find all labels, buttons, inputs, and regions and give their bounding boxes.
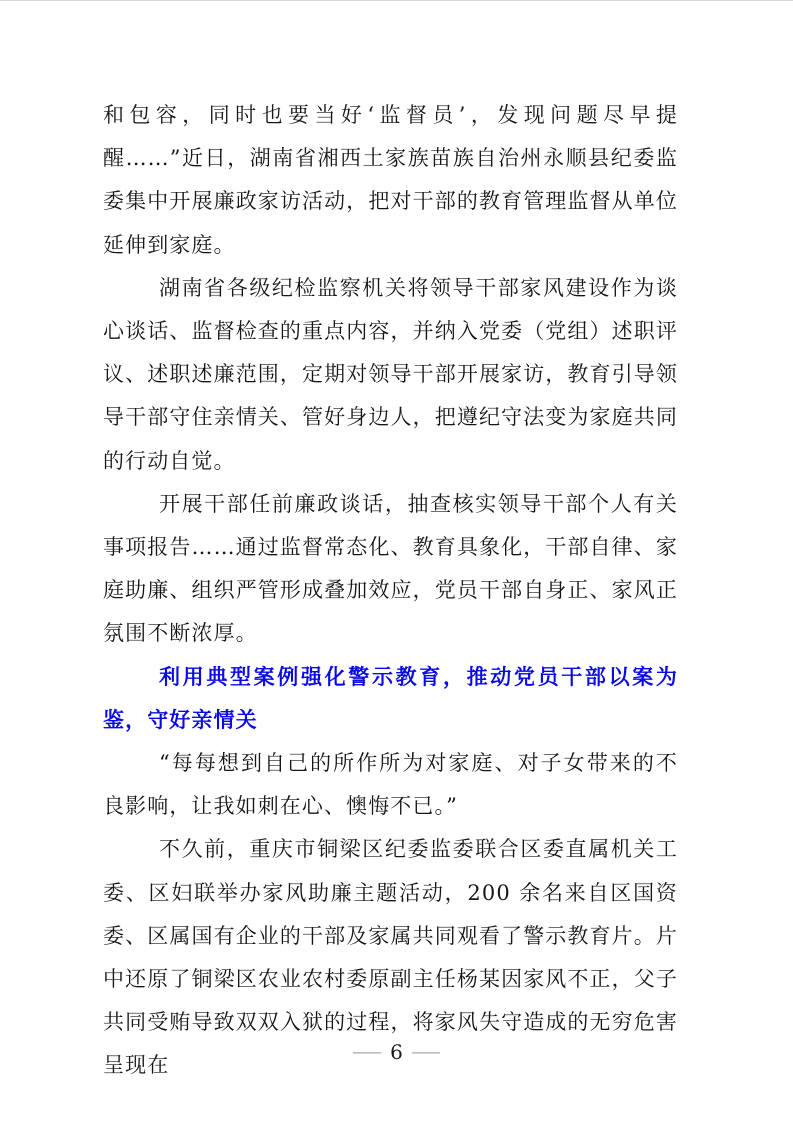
page-number: 6 xyxy=(390,1040,403,1064)
document-body xyxy=(103,94,678,1088)
section-heading: 利用典型案例强化警示教育，推动党员干部以案为鉴，守好亲情关 xyxy=(103,664,678,732)
footer-dash-right: — xyxy=(410,1039,442,1063)
paragraph-quote: “每每想到自己的所作所为对家庭、对子女带来的不良影响，让我如刺在心、懊悔不已。” xyxy=(103,751,678,819)
page-footer xyxy=(0,1041,793,1062)
paragraph-continuation: 和包容，同时也要当好‘监督员’，发现问题尽早提醒……”近日，湖南省湘西土家族苗族自治州永顺县纪委监委集中开展廉政家访活动，把对干部的教育管理监督从单位延伸到家庭。 xyxy=(103,103,678,257)
paragraph-supervision-effect: 开展干部任前廉政谈话，抽查核实领导干部个人有关事项报告……通过监督常态化、教育具象化，干部自律、家庭助廉、组织严管形成叠加效应，党员干部自身正、家风正氛围不断浓厚。 xyxy=(103,491,678,646)
paragraph-hunan-measures: 湖南省各级纪检监察机关将领导干部家风建设作为谈心谈话、监督检查的重点内容，并纳入党委（党组）述职评议、述职述廉范围，定期对领导干部开展家访，教育引导领导干部守住亲情关、管好身边人，把遵纪守法变为家庭共同的行动自觉。 xyxy=(103,275,678,473)
footer-dash-left: — xyxy=(351,1039,383,1063)
paragraph-chongqing-case: 不久前，重庆市铜梁区纪委监委联合区委直属机关工委、区妇联举办家风助廉主题活动，200 余名来自区国资委、区属国有企业的干部及家属共同观看了警示教育片。片中还原了铜梁区农业农村委原副主任杨某因家风不正，父子共同受贿导致双双入狱的过程，将家风失守造成的无穷危害呈现在 xyxy=(103,837,678,1078)
